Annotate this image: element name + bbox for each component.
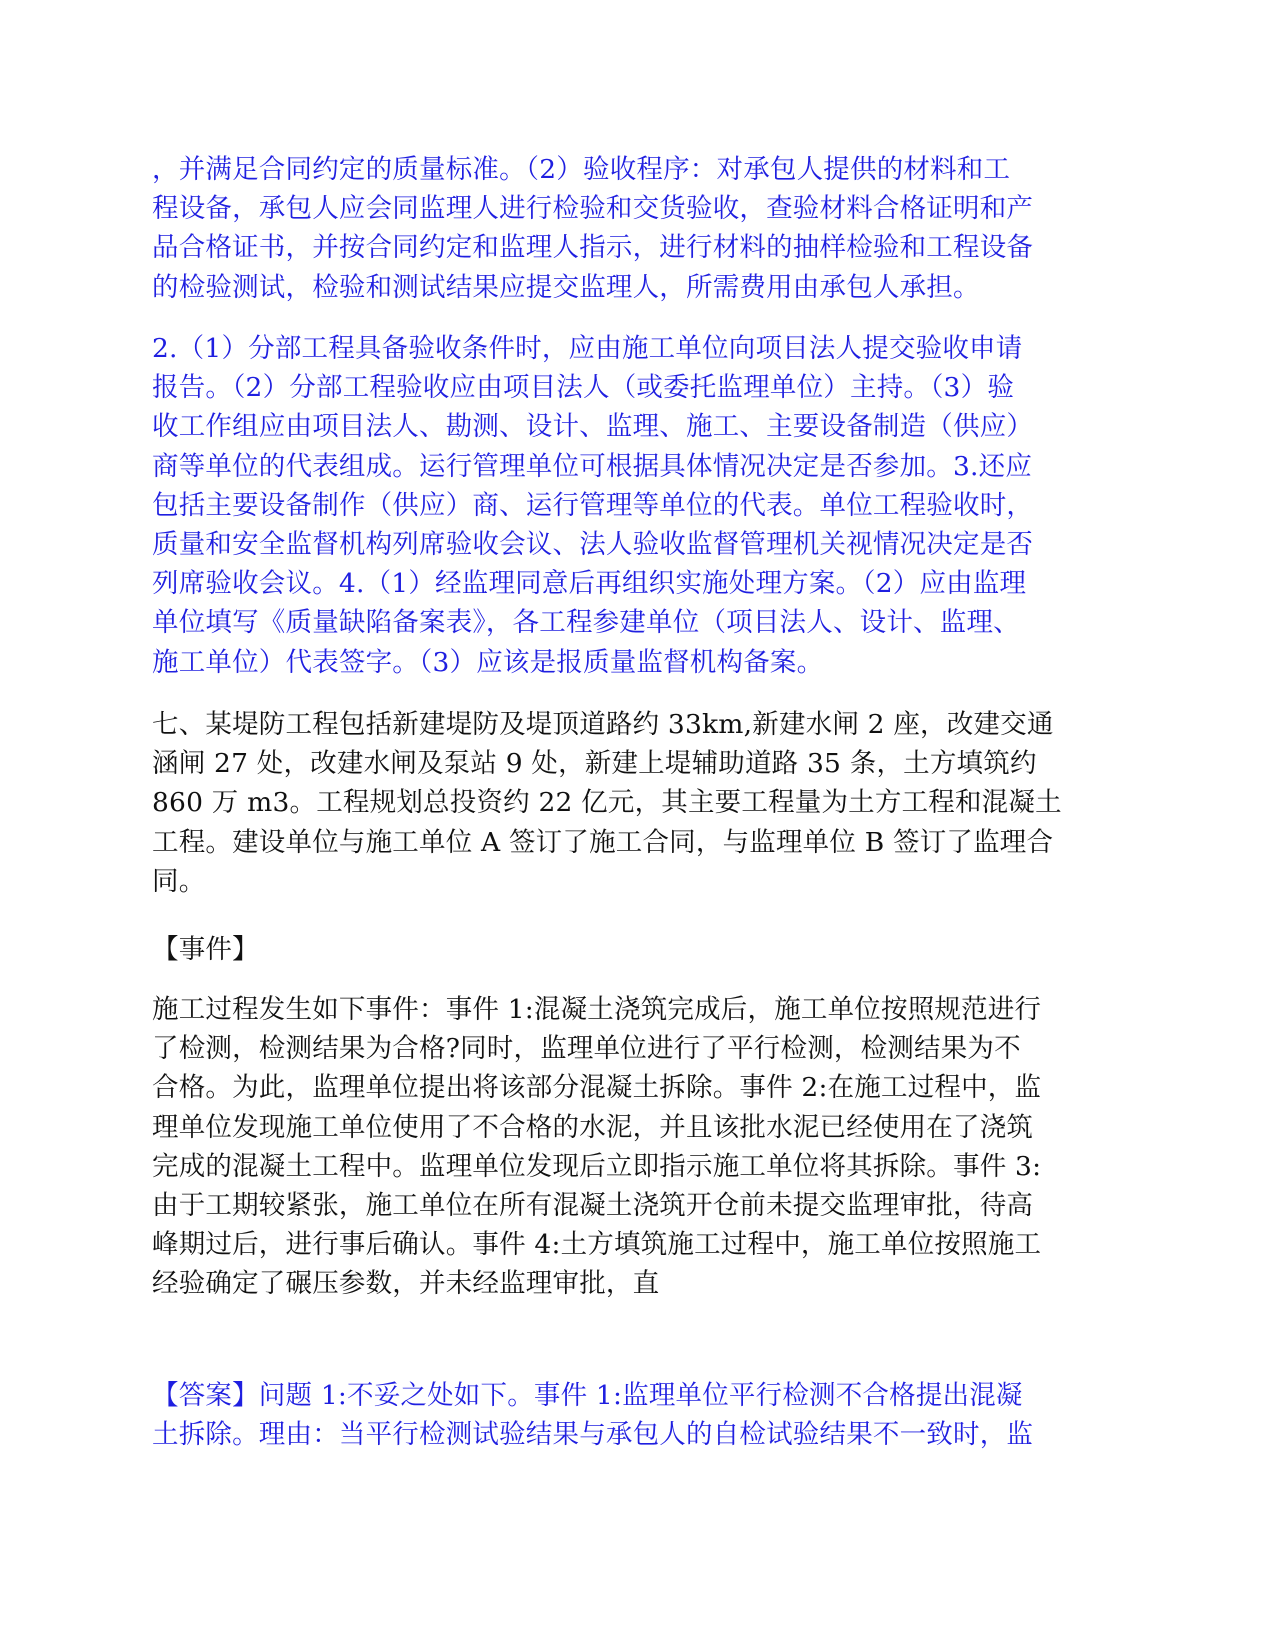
text-line: ，并满足合同约定的质量标准。（2）验收程序：对承包人提供的材料和工 [152,154,1011,185]
text-line: 施工过程发生如下事件：事件 1:混凝土浇筑完成后，施工单位按照规范进行 [152,994,1042,1025]
text-line: 2.（1）分部工程具备验收条件时，应由施工单位向项目法人提交验收申请 [152,333,1023,364]
text-line: 合格。为此，监理单位提出将该部分混凝土拆除。事件 2:在施工过程中，监 [152,1072,1042,1104]
text-line: 质量和安全监督机构列席验收会议、法人验收监督管理机关视情况决定是否 [152,529,1034,561]
text-line: 品合格证书，并按合同约定和监理人指示，进行材料的抽样检验和工程设备 [152,232,1034,264]
question-seven-background [152,705,1112,901]
text-line: 土拆除。理由：当平行检测试验结果与承包人的自检试验结果不一致时，监 [152,1419,1034,1451]
text-line: 同。 [152,865,206,897]
section-heading-events [152,930,1112,969]
text-line: 工程。建设单位与施工单位 A 签订了施工合同，与监理单位 B 签订了监理合 [152,826,1054,858]
text-line: 涵闸 27 处，改建水闸及泵站 9 处，新建上堤辅助道路 35 条，土方填筑约 [152,748,1037,780]
text-line: 程设备，承包人应会同监理人进行检验和交货验收，查验材料合格证明和产 [152,193,1034,225]
text-line: 了检测，检测结果为合格?同时，监理单位进行了平行检测，检测结果为不 [152,1033,1021,1065]
text-line: 报告。（2）分部工程验收应由项目法人（或委托监理单位）主持。（3）验 [152,372,1015,404]
text-line: 单位填写《质量缺陷备案表》，各工程参建单位（项目法人、设计、监理、 [152,607,1020,639]
text-line: 峰期过后，进行事后确认。事件 4:土方填筑施工过程中，施工单位按照施工 [152,1229,1042,1261]
text-line: 包括主要设备制作（供应）商、运行管理等单位的代表。单位工程验收时， [152,489,1034,521]
text-line: 理单位发现施工单位使用了不合格的水泥，并且该批水泥已经使用在了浇筑 [152,1111,1034,1143]
text-line: 收工作组应由项目法人、勘测、设计、监理、施工、主要设备制造（供应） [152,411,1034,443]
text-line: 经验确定了碾压参数，并未经监理审批，直 [152,1268,660,1300]
text-line: 由于工期较紧张，施工单位在所有混凝土浇筑开仓前未提交监理审批，待高 [152,1190,1034,1222]
answer-paragraph-question-1 [152,1376,1112,1454]
text-line: 【事件】 [152,934,259,965]
text-line: 【答案】问题 1:不妥之处如下。事件 1:监理单位平行检测不合格提出混凝 [152,1380,1023,1411]
text-line: 860 万 m3。工程规划总投资约 22 亿元，其主要工程量为土方工程和混凝土 [152,787,1062,819]
text-line: 七、某堤防工程包括新建堤防及堤顶道路约 33km,新建水闸 2 座，改建交通 [152,709,1054,740]
text-line: 商等单位的代表组成。运行管理单位可根据具体情况决定是否参加。3.还应 [152,450,1033,482]
answer-paragraph-acceptance [152,329,1112,682]
text-line: 的检验测试，检验和测试结果应提交监理人，所需费用由承包人承担。 [152,271,980,303]
events-paragraph [152,990,1112,1304]
answer-paragraph-inspection-procedure [152,150,1112,307]
text-line: 完成的混凝土工程中。监理单位发现后立即指示施工单位将其拆除。事件 3: [152,1150,1042,1182]
text-line: 列席验收会议。4.（1）经监理同意后再组织实施处理方案。（2）应由监理 [152,568,1027,600]
text-line: 施工单位）代表签字。（3）应该是报质量监督机构备案。 [152,646,824,678]
